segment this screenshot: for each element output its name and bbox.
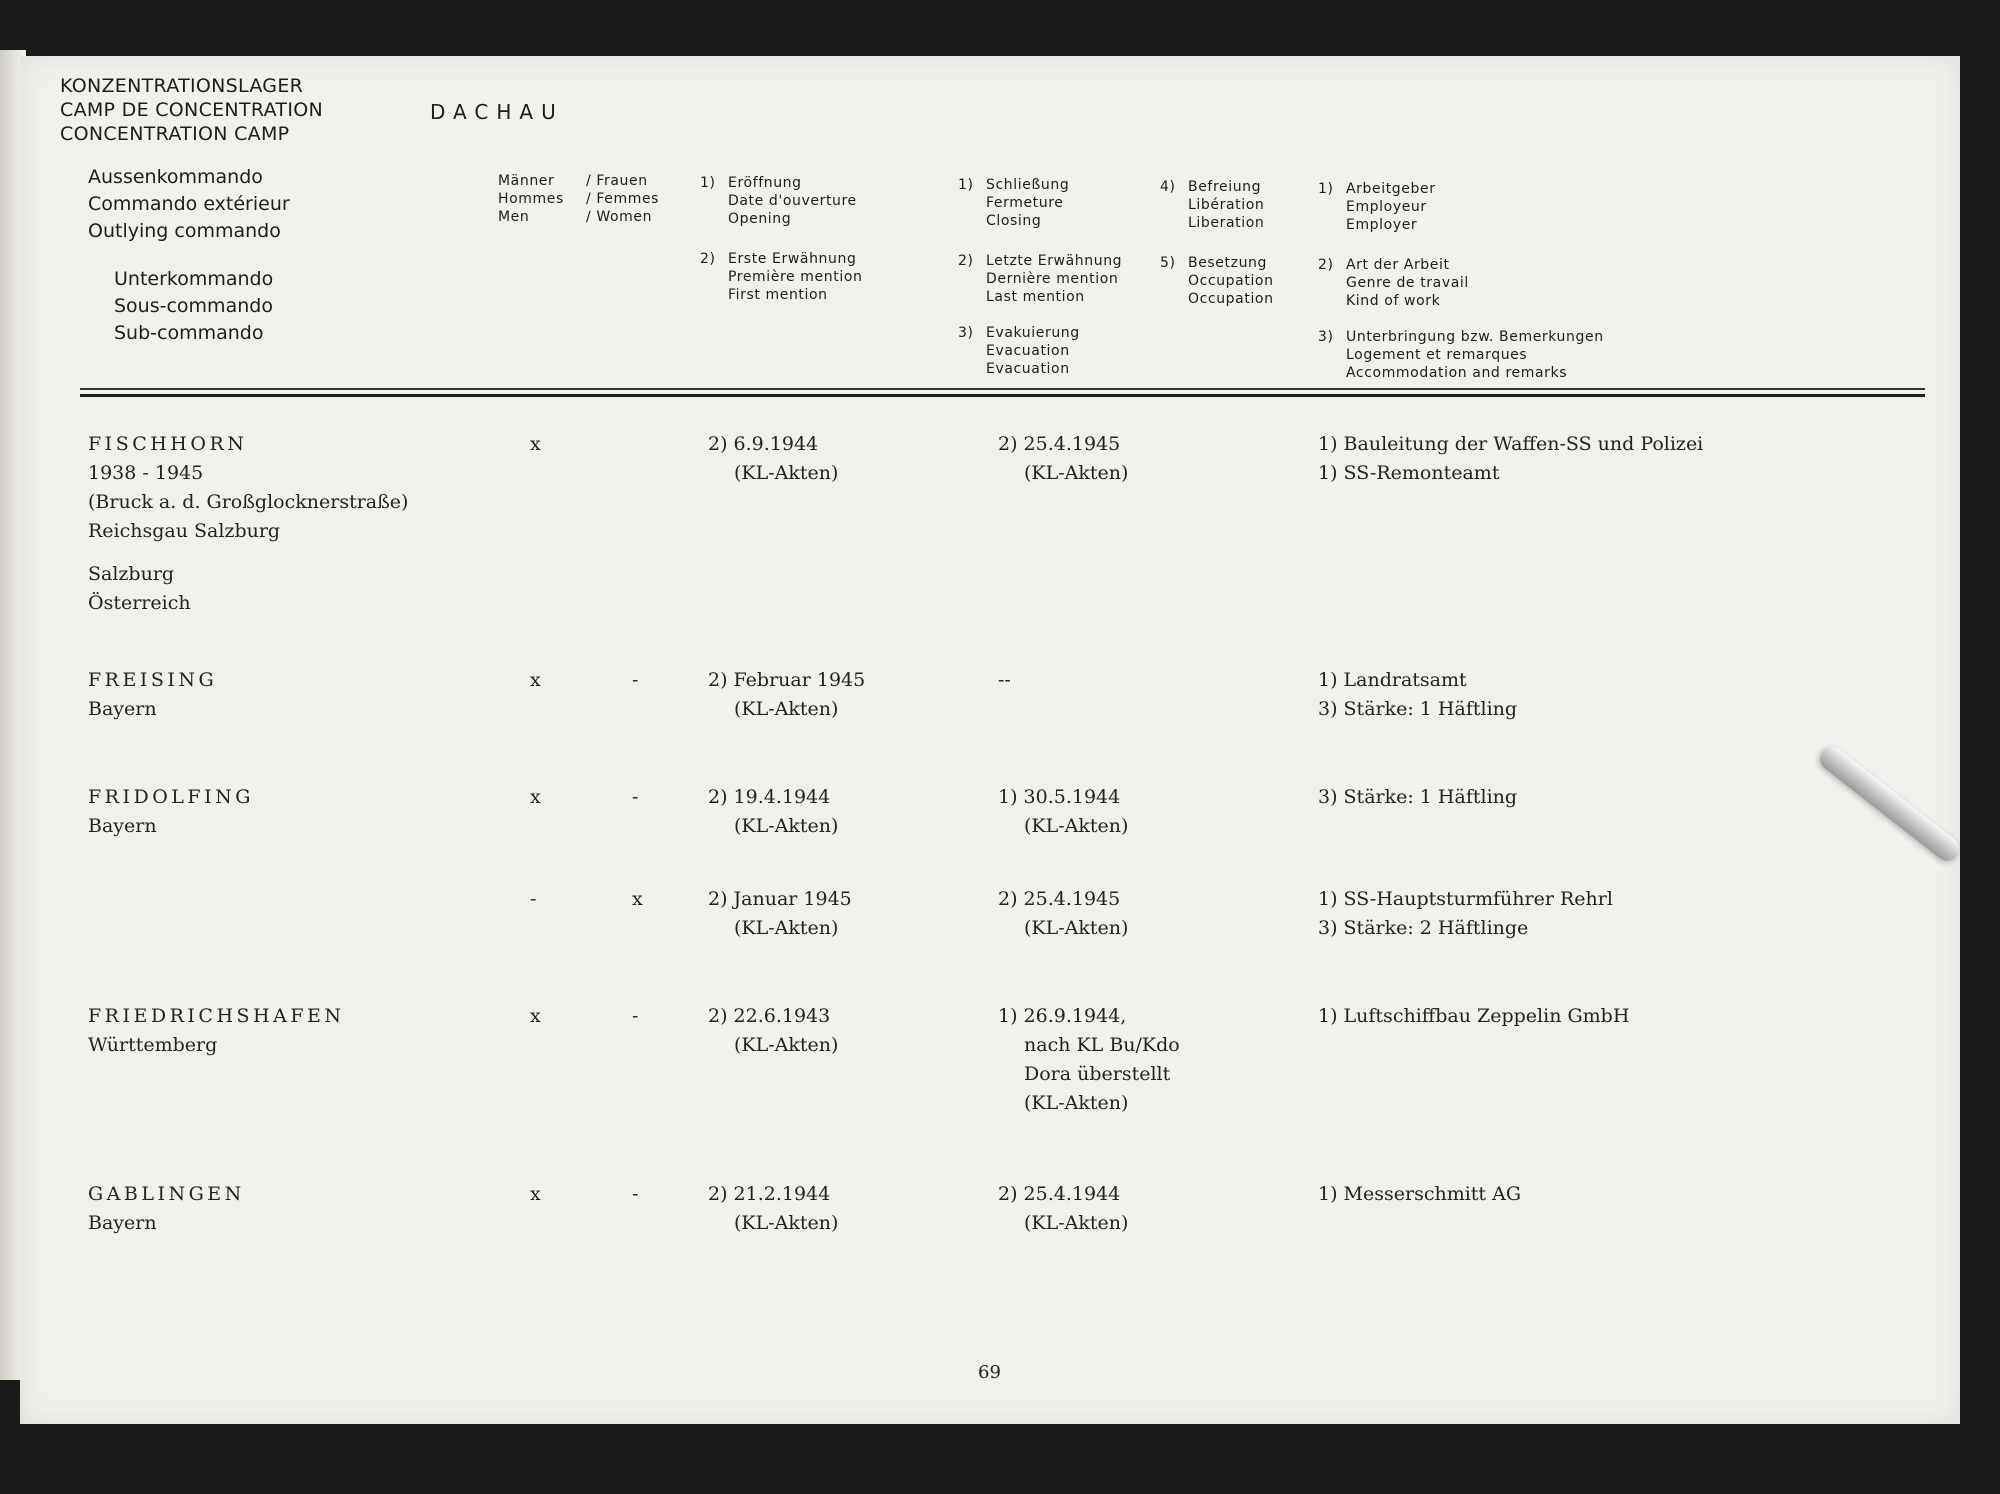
- closing-de: Schließung: [986, 177, 1070, 193]
- gender-de-f: / Frauen: [586, 173, 648, 189]
- liberation-en: Liberation: [1188, 215, 1265, 231]
- men-mark: x: [530, 1005, 541, 1027]
- closing-fr: Fermeture: [986, 195, 1064, 211]
- closing-date-line: (KL-Akten): [1024, 917, 1129, 939]
- first-mention-fr: Première mention: [728, 269, 863, 285]
- opening-header: [700, 174, 857, 228]
- gender-header: [498, 172, 659, 226]
- closing-date-line: Dora überstellt: [1024, 1063, 1171, 1085]
- gender-de-m: Männer: [498, 173, 555, 189]
- closing-num: 1): [958, 177, 974, 193]
- evacuation-de: Evakuierung: [986, 325, 1080, 341]
- women-mark: -: [632, 1183, 639, 1205]
- closing-date-line: (KL-Akten): [1024, 1212, 1129, 1234]
- last-mention-de: Letzte Erwähnung: [986, 253, 1123, 269]
- remark-line: 3) Stärke: 1 Häftling: [1318, 786, 1518, 808]
- closing-date-line: 2) 25.4.1945: [998, 433, 1121, 455]
- work-kind-de: Art der Arbeit: [1346, 257, 1450, 273]
- subcamp-location-line: Österreich: [88, 592, 191, 614]
- subcamp-location-line: Bayern: [88, 1212, 157, 1234]
- last-mention-num: 2): [958, 253, 974, 269]
- remarks-fr: Logement et remarques: [1346, 347, 1528, 363]
- closing-date-line: (KL-Akten): [1024, 462, 1129, 484]
- evacuation-en: Evacuation: [986, 361, 1070, 377]
- closing-date-line: 2) 25.4.1944: [998, 1183, 1121, 1205]
- opening-date-line: (KL-Akten): [734, 1034, 839, 1056]
- closing-date-line: (KL-Akten): [1024, 815, 1129, 837]
- evacuation-header: [958, 324, 1080, 378]
- camp-name: DACHAU: [430, 100, 564, 124]
- occupation-header: [1160, 254, 1274, 308]
- last-mention-header: [958, 252, 1122, 306]
- opening-en: Opening: [728, 211, 792, 227]
- first-mention-de: Erste Erwähnung: [728, 251, 857, 267]
- employer-de: Arbeitgeber: [1346, 181, 1436, 197]
- remarks-num: 3): [1318, 329, 1334, 345]
- subcamp-location-line: Salzburg: [88, 563, 175, 585]
- subcamp-name: GABLINGEN: [88, 1183, 245, 1205]
- men-mark: -: [530, 888, 537, 910]
- liberation-header: [1160, 178, 1264, 232]
- opening-date-line: 2) Januar 1945: [708, 888, 852, 910]
- subcamp-location-line: Bayern: [88, 698, 157, 720]
- work-kind-fr: Genre de travail: [1346, 275, 1469, 291]
- camp-label-en: CONCENTRATION CAMP: [60, 123, 290, 145]
- remark-line: 1) Messerschmitt AG: [1318, 1183, 1521, 1205]
- gender-fr-m: Hommes: [498, 191, 564, 207]
- closing-date-line: nach KL Bu/Kdo: [1024, 1034, 1180, 1056]
- subcamp-name: FRIEDRICHSHAFEN: [88, 1005, 345, 1027]
- evacuation-num: 3): [958, 325, 974, 341]
- opening-num: 1): [700, 175, 716, 191]
- page-number: 69: [978, 1362, 1001, 1383]
- sub-en: Sub-commando: [114, 322, 264, 344]
- outlying-labels: [88, 164, 290, 245]
- sub-fr: Sous-commando: [114, 295, 273, 317]
- opening-date-line: (KL-Akten): [734, 917, 839, 939]
- closing-en: Closing: [986, 213, 1042, 229]
- work-kind-header: [1318, 256, 1469, 310]
- sub-de: Unterkommando: [114, 268, 274, 290]
- remarks-de: Unterbringung bzw. Bemerkungen: [1346, 329, 1604, 345]
- sub-labels: [114, 266, 273, 347]
- gender-en-m: Men: [498, 209, 530, 225]
- evacuation-fr: Evacuation: [986, 343, 1070, 359]
- remark-line: 3) Stärke: 2 Häftlinge: [1318, 917, 1529, 939]
- remark-line: 1) Bauleitung der Waffen-SS und Polizei: [1318, 433, 1704, 455]
- subcamp-location-line: Württemberg: [88, 1034, 218, 1056]
- header-rule-thick: [80, 394, 1925, 397]
- men-mark: x: [530, 1183, 541, 1205]
- opening-date-line: 2) 21.2.1944: [708, 1183, 831, 1205]
- remarks-header: [1318, 328, 1604, 382]
- opening-fr: Date d'ouverture: [728, 193, 857, 209]
- remark-line: 1) SS-Hauptsturmführer Rehrl: [1318, 888, 1613, 910]
- closing-date-line: 1) 26.9.1944,: [998, 1005, 1127, 1027]
- remark-line: 1) Landratsamt: [1318, 669, 1467, 691]
- camp-label-fr: CAMP DE CONCENTRATION: [60, 99, 323, 121]
- outlying-de: Aussenkommando: [88, 166, 263, 188]
- closing-date-line: 1) 30.5.1944: [998, 786, 1121, 808]
- liberation-de: Befreiung: [1188, 179, 1262, 195]
- camp-label-de: KONZENTRATIONSLAGER: [60, 75, 304, 97]
- closing-date-line: --: [998, 669, 1011, 691]
- work-kind-en: Kind of work: [1346, 293, 1441, 309]
- last-mention-fr: Dernière mention: [986, 271, 1119, 287]
- opening-date-line: (KL-Akten): [734, 698, 839, 720]
- first-mention-en: First mention: [728, 287, 828, 303]
- occupation-fr: Occupation: [1188, 273, 1274, 289]
- liberation-fr: Libération: [1188, 197, 1265, 213]
- employer-fr: Employeur: [1346, 199, 1427, 215]
- header-rule: [80, 388, 1925, 390]
- outlying-en: Outlying commando: [88, 220, 281, 242]
- women-mark: x: [632, 888, 643, 910]
- remark-line: 1) SS-Remonteamt: [1318, 462, 1500, 484]
- women-mark: -: [632, 786, 639, 808]
- subcamp-location-line: Bayern: [88, 815, 157, 837]
- opening-date-line: (KL-Akten): [734, 462, 839, 484]
- men-mark: x: [530, 669, 541, 691]
- remarks-en: Accommodation and remarks: [1346, 365, 1568, 381]
- opening-date-line: 2) 6.9.1944: [708, 433, 819, 455]
- document-page: [20, 56, 1960, 1424]
- remark-line: 1) Luftschiffbau Zeppelin GmbH: [1318, 1005, 1630, 1027]
- closing-date-line: (KL-Akten): [1024, 1092, 1129, 1114]
- first-mention-header: [700, 250, 862, 304]
- men-mark: x: [530, 786, 541, 808]
- opening-date-line: 2) 22.6.1943: [708, 1005, 831, 1027]
- men-mark: x: [530, 433, 541, 455]
- occupation-de: Besetzung: [1188, 255, 1267, 271]
- closing-date-line: 2) 25.4.1945: [998, 888, 1121, 910]
- subcamp-location-line: 1938 - 1945: [88, 462, 204, 484]
- opening-date-line: (KL-Akten): [734, 1212, 839, 1234]
- gender-fr-f: / Femmes: [586, 191, 660, 207]
- last-mention-en: Last mention: [986, 289, 1085, 305]
- opening-de: Eröffnung: [728, 175, 802, 191]
- outlying-fr: Commando extérieur: [88, 193, 290, 215]
- occupation-en: Occupation: [1188, 291, 1274, 307]
- women-mark: -: [632, 669, 639, 691]
- employer-header: [1318, 180, 1436, 234]
- occupation-num: 5): [1160, 255, 1176, 271]
- women-mark: -: [632, 1005, 639, 1027]
- first-mention-num: 2): [700, 251, 716, 267]
- opening-date-line: 2) Februar 1945: [708, 669, 866, 691]
- subcamp-location-line: Reichsgau Salzburg: [88, 520, 281, 542]
- liberation-num: 4): [1160, 179, 1176, 195]
- subcamp-name: FREISING: [88, 669, 218, 691]
- subcamp-name: FISCHHORN: [88, 433, 248, 455]
- opening-date-line: (KL-Akten): [734, 815, 839, 837]
- gender-en-f: / Women: [586, 209, 653, 225]
- employer-num: 1): [1318, 181, 1334, 197]
- closing-header: [958, 176, 1069, 230]
- remark-line: 3) Stärke: 1 Häftling: [1318, 698, 1518, 720]
- employer-en: Employer: [1346, 217, 1418, 233]
- subcamp-name: FRIDOLFING: [88, 786, 254, 808]
- subcamp-location-line: (Bruck a. d. Großglocknerstraße): [88, 491, 409, 513]
- opening-date-line: 2) 19.4.1944: [708, 786, 831, 808]
- work-kind-num: 2): [1318, 257, 1334, 273]
